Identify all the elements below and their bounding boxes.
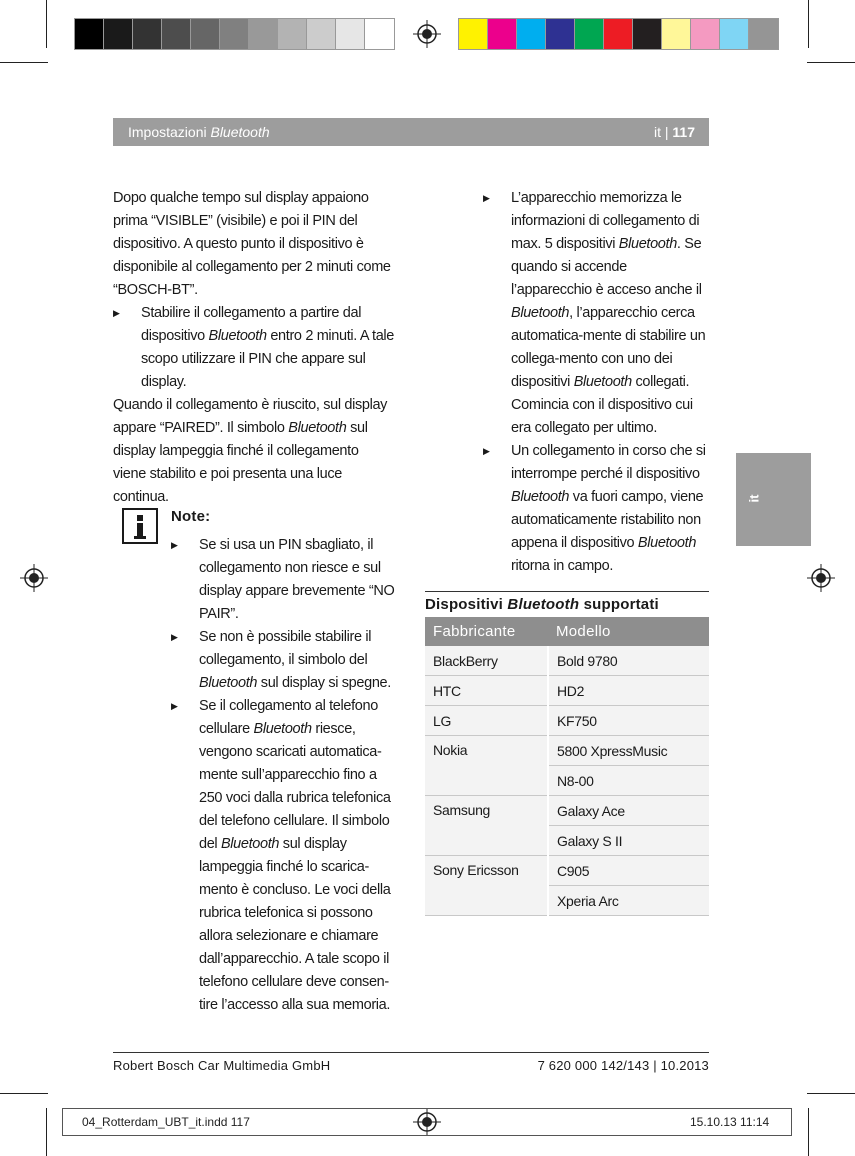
text-italic: Bluetooth [208, 328, 267, 344]
model-cell: KF750 [548, 706, 709, 736]
footer-rule [113, 1052, 709, 1053]
side-tab-label: it [746, 494, 762, 503]
maker-cell: Sony Ericsson [425, 856, 548, 916]
text-italic: Bluetooth [573, 374, 632, 390]
text: Stabilire il collegamento a partire dal dispositivo [141, 305, 362, 344]
crop-mark-bottom-left-v [46, 1108, 47, 1156]
note-bullet-2 [171, 626, 395, 695]
slug-date: 15.10.13 11:14 [690, 1115, 770, 1129]
table-top-rule [425, 591, 709, 592]
section-title [128, 124, 270, 140]
swatch [365, 19, 394, 49]
crop-mark-bottom-right-h [807, 1093, 855, 1094]
model-cell: C905 [548, 856, 709, 886]
swatch [720, 19, 749, 49]
model-cell: N8-00 [548, 766, 709, 796]
table-title [425, 596, 659, 613]
table-row [425, 676, 709, 706]
note-block [171, 505, 395, 1017]
text: L’apparecchio memorizza le informazioni di collegamento di max. 5 dispositivi [511, 190, 700, 252]
model-cell: Galaxy S II [548, 826, 709, 856]
swatch [488, 19, 517, 49]
registration-mark-top-icon [413, 20, 441, 48]
section-title-text: Impostazioni [128, 124, 211, 140]
crop-mark-top-right-h [807, 62, 855, 63]
text: sul display lampeggia finché il collegamento viene stabilito e poi presenta una luce continua. [113, 420, 368, 505]
header-modello: Modello [548, 617, 709, 646]
model-cell: Bold 9780 [548, 646, 709, 676]
maker-cell: HTC [425, 676, 548, 706]
text-italic: Bluetooth [199, 675, 258, 691]
text-italic: Bluetooth [637, 535, 697, 551]
right-column [483, 187, 711, 578]
swatch [546, 19, 575, 49]
color-swatch-strip [458, 18, 779, 50]
crop-mark-top-left-v [46, 0, 47, 48]
swatch [459, 19, 488, 49]
text: Dispositivi [425, 596, 508, 613]
swatch [75, 19, 104, 49]
text: supportati [579, 596, 659, 613]
swatch [575, 19, 604, 49]
bullet-stabilire [113, 302, 395, 394]
supported-devices-table [425, 617, 709, 916]
page-number [654, 124, 695, 140]
swatch [336, 19, 365, 49]
table-row [425, 706, 709, 736]
text: Quando il collegamento è riuscito, sul display appare “PAIRED”. Il simbolo [113, 397, 388, 436]
paired-paragraph [113, 394, 395, 509]
text-italic: Bluetooth [618, 236, 677, 252]
maker-cell: LG [425, 706, 548, 736]
table-row [425, 646, 709, 676]
left-column [113, 187, 395, 509]
intro-paragraph: Dopo qualche tempo sul display appaiono prima “VISIBLE” (visibile) e poi il PIN del dispositivo. A questo punto il dispositivo è disponibile al collegamento per 2 minuti come “BOSCH-BT”. [113, 190, 391, 298]
swatch [133, 19, 162, 49]
swatch [104, 19, 133, 49]
text: entro 2 minuti. A tale scopo utilizzare il PIN che appare sul display. [141, 328, 395, 390]
text: Un collegamento in corso che si interrompe perché il dispositivo [511, 443, 706, 482]
model-cell: 5800 XpressMusic [548, 736, 709, 766]
footer-docnum: 7 620 000 142/143 | 10.2013 [537, 1058, 709, 1073]
swatch [307, 19, 336, 49]
table-row [425, 736, 709, 766]
slug-filename: 04_Rotterdam_UBT_it.indd 117 [82, 1115, 250, 1129]
text: riesce, vengono scaricati automatica-mente sull’apparecchio fino a 250 voci dalla rubrica telefonica del telefono cellulare. Il simbolo del [199, 721, 391, 852]
crop-mark-top-right-v [808, 0, 809, 48]
page-header [113, 118, 709, 146]
swatch [749, 19, 778, 49]
text: Se il collegamento al telefono cellulare [199, 698, 378, 737]
language-side-tab [736, 453, 811, 546]
swatch [517, 19, 546, 49]
note-bullet-3 [171, 695, 395, 1017]
table-row [425, 796, 709, 826]
table-header-row [425, 617, 709, 646]
crop-mark-bottom-left-h [0, 1093, 48, 1094]
swatch [162, 19, 191, 49]
registration-mark-right-icon [807, 564, 835, 592]
text: ritorna in campo. [511, 558, 614, 574]
swatch [220, 19, 249, 49]
swatch [691, 19, 720, 49]
swatch [249, 19, 278, 49]
text-italic: Bluetooth [220, 836, 280, 852]
text: sul display si spegne. [257, 675, 391, 691]
text: Se non è possibile stabilire il collegamento, il simbolo del [199, 629, 372, 668]
text-italic: Bluetooth [511, 489, 570, 505]
text-italic: Bluetooth [253, 721, 312, 737]
maker-cell: Samsung [425, 796, 548, 856]
maker-cell: Nokia [425, 736, 548, 796]
right-bullet-2 [483, 440, 711, 578]
model-cell: Galaxy Ace [548, 796, 709, 826]
swatch [191, 19, 220, 49]
section-title-italic: Bluetooth [210, 124, 270, 140]
text: sul display lampeggia finché lo scarica-mento è concluso. Le voci della rubrica telefonica si possono allora selezionare e chiamare dall’apparecchio. A tale scopo il telefono cellulare deve consen-tire l’accesso alla sua memoria. [199, 836, 391, 1013]
page-number-value: 117 [672, 124, 695, 140]
crop-mark-top-left-h [0, 62, 48, 63]
text-italic: Bluetooth [511, 305, 570, 321]
text: . Se quando si accende l’apparecchio è acceso anche il [511, 236, 702, 298]
header-separator: | [660, 124, 673, 140]
text-italic: Bluetooth [507, 596, 580, 613]
text-italic: Bluetooth [288, 420, 347, 436]
gray-swatch-strip [74, 18, 395, 50]
info-icon [122, 508, 158, 544]
note-bullet-1: ▶ Se si usa un PIN sbagliato, il collegamento non riesce e sul display appare brevemente “NO PAIR”. [171, 534, 395, 626]
registration-mark-left-icon [20, 564, 48, 592]
model-cell: Xperia Arc [548, 886, 709, 916]
footer-company: Robert Bosch Car Multimedia GmbH [113, 1058, 331, 1073]
note-title: Note: [171, 508, 211, 525]
text: , l’apparecchio cerca automatica-mente di stabilire un collega-mento con uno dei dispositivi [511, 305, 706, 390]
swatch [604, 19, 633, 49]
swatch [633, 19, 662, 49]
crop-mark-bottom-right-v [808, 1108, 809, 1156]
header-fabbricante: Fabbricante [425, 617, 548, 646]
maker-cell: BlackBerry [425, 646, 548, 676]
text: va fuori campo, viene automaticamente ristabilito non appena il dispositivo [511, 489, 704, 551]
right-bullet-1 [483, 187, 711, 440]
table-row [425, 856, 709, 886]
model-cell: HD2 [548, 676, 709, 706]
swatch [278, 19, 307, 49]
language-code: it [653, 124, 661, 140]
swatch [662, 19, 691, 49]
text: collegati. Comincia con il dispositivo cui era collegato per ultimo. [511, 374, 693, 436]
